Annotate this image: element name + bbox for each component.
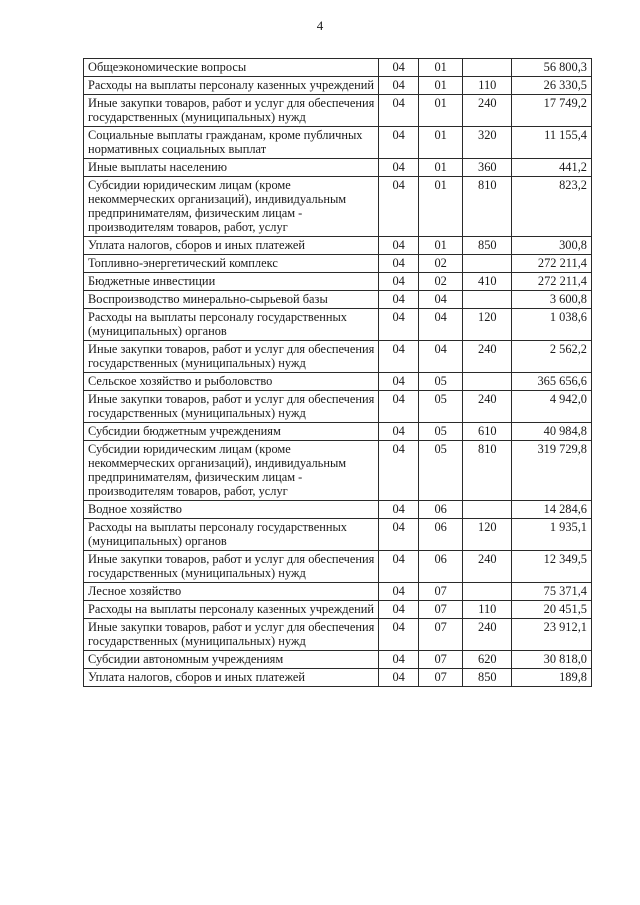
expense-name-cell: Иные закупки товаров, работ и услуг для обеспечения государственных (муниципальных) нужд — [84, 619, 379, 651]
section-code-cell: 04 — [379, 651, 418, 669]
subsection-code-cell: 02 — [418, 273, 463, 291]
table-row — [84, 619, 592, 651]
subsection-code-cell: 04 — [418, 341, 463, 373]
expense-type-code-cell — [463, 59, 512, 77]
amount-cell: 11 155,4 — [512, 127, 592, 159]
amount-cell: 272 211,4 — [512, 255, 592, 273]
amount-cell: 20 451,5 — [512, 601, 592, 619]
amount-cell: 189,8 — [512, 669, 592, 687]
expense-type-code-cell: 240 — [463, 551, 512, 583]
expense-name-cell: Субсидии бюджетным учреждениям — [84, 423, 379, 441]
table-row — [84, 159, 592, 177]
table-row — [84, 177, 592, 237]
expense-name-cell: Иные выплаты населению — [84, 159, 379, 177]
expense-name-cell: Уплата налогов, сборов и иных платежей — [84, 237, 379, 255]
table-row — [84, 309, 592, 341]
expense-name-cell: Лесное хозяйство — [84, 583, 379, 601]
expense-type-code-cell: 120 — [463, 519, 512, 551]
amount-cell: 1 038,6 — [512, 309, 592, 341]
expense-type-code-cell: 810 — [463, 441, 512, 501]
section-code-cell: 04 — [379, 669, 418, 687]
section-code-cell: 04 — [379, 441, 418, 501]
expense-name-cell: Водное хозяйство — [84, 501, 379, 519]
amount-cell: 40 984,8 — [512, 423, 592, 441]
expense-type-code-cell — [463, 501, 512, 519]
expense-name-cell: Расходы на выплаты персоналу государственных (муниципальных) органов — [84, 519, 379, 551]
table-row — [84, 651, 592, 669]
section-code-cell: 04 — [379, 391, 418, 423]
amount-cell: 23 912,1 — [512, 619, 592, 651]
section-code-cell: 04 — [379, 373, 418, 391]
expense-name-cell: Иные закупки товаров, работ и услуг для обеспечения государственных (муниципальных) нужд — [84, 95, 379, 127]
subsection-code-cell: 05 — [418, 373, 463, 391]
expense-name-cell: Субсидии автономным учреждениям — [84, 651, 379, 669]
expense-name-cell: Иные закупки товаров, работ и услуг для обеспечения государственных (муниципальных) нужд — [84, 341, 379, 373]
expense-type-code-cell — [463, 583, 512, 601]
expense-name-cell: Сельское хозяйство и рыболовство — [84, 373, 379, 391]
table-row — [84, 273, 592, 291]
expense-name-cell: Общеэкономические вопросы — [84, 59, 379, 77]
section-code-cell: 04 — [379, 291, 418, 309]
expense-type-code-cell: 810 — [463, 177, 512, 237]
expense-type-code-cell: 360 — [463, 159, 512, 177]
expense-type-code-cell: 240 — [463, 95, 512, 127]
expense-type-code-cell: 240 — [463, 391, 512, 423]
table-row — [84, 669, 592, 687]
subsection-code-cell: 07 — [418, 601, 463, 619]
expense-type-code-cell: 320 — [463, 127, 512, 159]
expense-name-cell: Расходы на выплаты персоналу казенных учреждений — [84, 601, 379, 619]
expense-name-cell: Социальные выплаты гражданам, кроме публичных нормативных социальных выплат — [84, 127, 379, 159]
section-code-cell: 04 — [379, 601, 418, 619]
expense-type-code-cell: 850 — [463, 237, 512, 255]
amount-cell: 3 600,8 — [512, 291, 592, 309]
subsection-code-cell: 07 — [418, 619, 463, 651]
table-row — [84, 373, 592, 391]
table-row — [84, 551, 592, 583]
amount-cell: 4 942,0 — [512, 391, 592, 423]
amount-cell: 30 818,0 — [512, 651, 592, 669]
section-code-cell: 04 — [379, 127, 418, 159]
expense-type-code-cell — [463, 291, 512, 309]
expense-type-code-cell: 610 — [463, 423, 512, 441]
section-code-cell: 04 — [379, 519, 418, 551]
subsection-code-cell: 05 — [418, 423, 463, 441]
table-row — [84, 77, 592, 95]
amount-cell: 1 935,1 — [512, 519, 592, 551]
table-row — [84, 583, 592, 601]
subsection-code-cell: 07 — [418, 583, 463, 601]
subsection-code-cell: 04 — [418, 291, 463, 309]
table-row — [84, 601, 592, 619]
section-code-cell: 04 — [379, 423, 418, 441]
expense-type-code-cell: 620 — [463, 651, 512, 669]
table-row — [84, 519, 592, 551]
subsection-code-cell: 07 — [418, 651, 463, 669]
table-row — [84, 423, 592, 441]
amount-cell: 365 656,6 — [512, 373, 592, 391]
amount-cell: 319 729,8 — [512, 441, 592, 501]
expense-type-code-cell: 240 — [463, 619, 512, 651]
expense-name-cell: Иные закупки товаров, работ и услуг для обеспечения государственных (муниципальных) нужд — [84, 551, 379, 583]
expense-type-code-cell: 110 — [463, 601, 512, 619]
subsection-code-cell: 01 — [418, 177, 463, 237]
amount-cell: 17 749,2 — [512, 95, 592, 127]
expense-name-cell: Иные закупки товаров, работ и услуг для обеспечения государственных (муниципальных) нужд — [84, 391, 379, 423]
section-code-cell: 04 — [379, 159, 418, 177]
subsection-code-cell: 04 — [418, 309, 463, 341]
table-row — [84, 59, 592, 77]
expense-name-cell: Уплата налогов, сборов и иных платежей — [84, 669, 379, 687]
section-code-cell: 04 — [379, 583, 418, 601]
table-row — [84, 441, 592, 501]
amount-cell: 2 562,2 — [512, 341, 592, 373]
subsection-code-cell: 02 — [418, 255, 463, 273]
subsection-code-cell: 06 — [418, 551, 463, 583]
expense-type-code-cell — [463, 255, 512, 273]
expense-type-code-cell: 120 — [463, 309, 512, 341]
expense-name-cell: Расходы на выплаты персоналу государственных (муниципальных) органов — [84, 309, 379, 341]
section-code-cell: 04 — [379, 501, 418, 519]
expense-type-code-cell: 110 — [463, 77, 512, 95]
subsection-code-cell: 05 — [418, 391, 463, 423]
section-code-cell: 04 — [379, 309, 418, 341]
amount-cell: 12 349,5 — [512, 551, 592, 583]
amount-cell: 300,8 — [512, 237, 592, 255]
table-row — [84, 255, 592, 273]
amount-cell: 14 284,6 — [512, 501, 592, 519]
section-code-cell: 04 — [379, 237, 418, 255]
page-number: 4 — [316, 18, 324, 33]
subsection-code-cell: 01 — [418, 95, 463, 127]
expense-name-cell: Субсидии юридическим лицам (кроме некоммерческих организаций), индивидуальным предпринимателям, физическим лицам - производителям товаров, работ, услуг — [84, 441, 379, 501]
subsection-code-cell: 05 — [418, 441, 463, 501]
expense-type-code-cell: 410 — [463, 273, 512, 291]
subsection-code-cell: 01 — [418, 127, 463, 159]
table-row — [84, 501, 592, 519]
budget-table-body — [84, 59, 592, 687]
section-code-cell: 04 — [379, 59, 418, 77]
amount-cell: 823,2 — [512, 177, 592, 237]
section-code-cell: 04 — [379, 95, 418, 127]
expense-name-cell: Бюджетные инвестиции — [84, 273, 379, 291]
amount-cell: 441,2 — [512, 159, 592, 177]
expense-name-cell: Топливно-энергетический комплекс — [84, 255, 379, 273]
subsection-code-cell: 01 — [418, 59, 463, 77]
subsection-code-cell: 01 — [418, 77, 463, 95]
amount-cell: 272 211,4 — [512, 273, 592, 291]
section-code-cell: 04 — [379, 619, 418, 651]
section-code-cell: 04 — [379, 77, 418, 95]
expense-type-code-cell — [463, 373, 512, 391]
table-row — [84, 291, 592, 309]
expense-name-cell: Субсидии юридическим лицам (кроме некоммерческих организаций), индивидуальным предпринимателям, физическим лицам - производителям товаров, работ, услуг — [84, 177, 379, 237]
subsection-code-cell: 06 — [418, 519, 463, 551]
section-code-cell: 04 — [379, 255, 418, 273]
section-code-cell: 04 — [379, 551, 418, 583]
expense-type-code-cell: 850 — [463, 669, 512, 687]
table-row — [84, 391, 592, 423]
subsection-code-cell: 01 — [418, 159, 463, 177]
subsection-code-cell: 01 — [418, 237, 463, 255]
section-code-cell: 04 — [379, 341, 418, 373]
table-row — [84, 341, 592, 373]
section-code-cell: 04 — [379, 177, 418, 237]
amount-cell: 26 330,5 — [512, 77, 592, 95]
table-row — [84, 127, 592, 159]
table-row — [84, 95, 592, 127]
amount-cell: 56 800,3 — [512, 59, 592, 77]
expense-name-cell: Воспроизводство минерально-сырьевой базы — [84, 291, 379, 309]
section-code-cell: 04 — [379, 273, 418, 291]
budget-table — [83, 58, 592, 687]
subsection-code-cell: 06 — [418, 501, 463, 519]
table-row — [84, 237, 592, 255]
subsection-code-cell: 07 — [418, 669, 463, 687]
amount-cell: 75 371,4 — [512, 583, 592, 601]
expense-type-code-cell: 240 — [463, 341, 512, 373]
expense-name-cell: Расходы на выплаты персоналу казенных учреждений — [84, 77, 379, 95]
